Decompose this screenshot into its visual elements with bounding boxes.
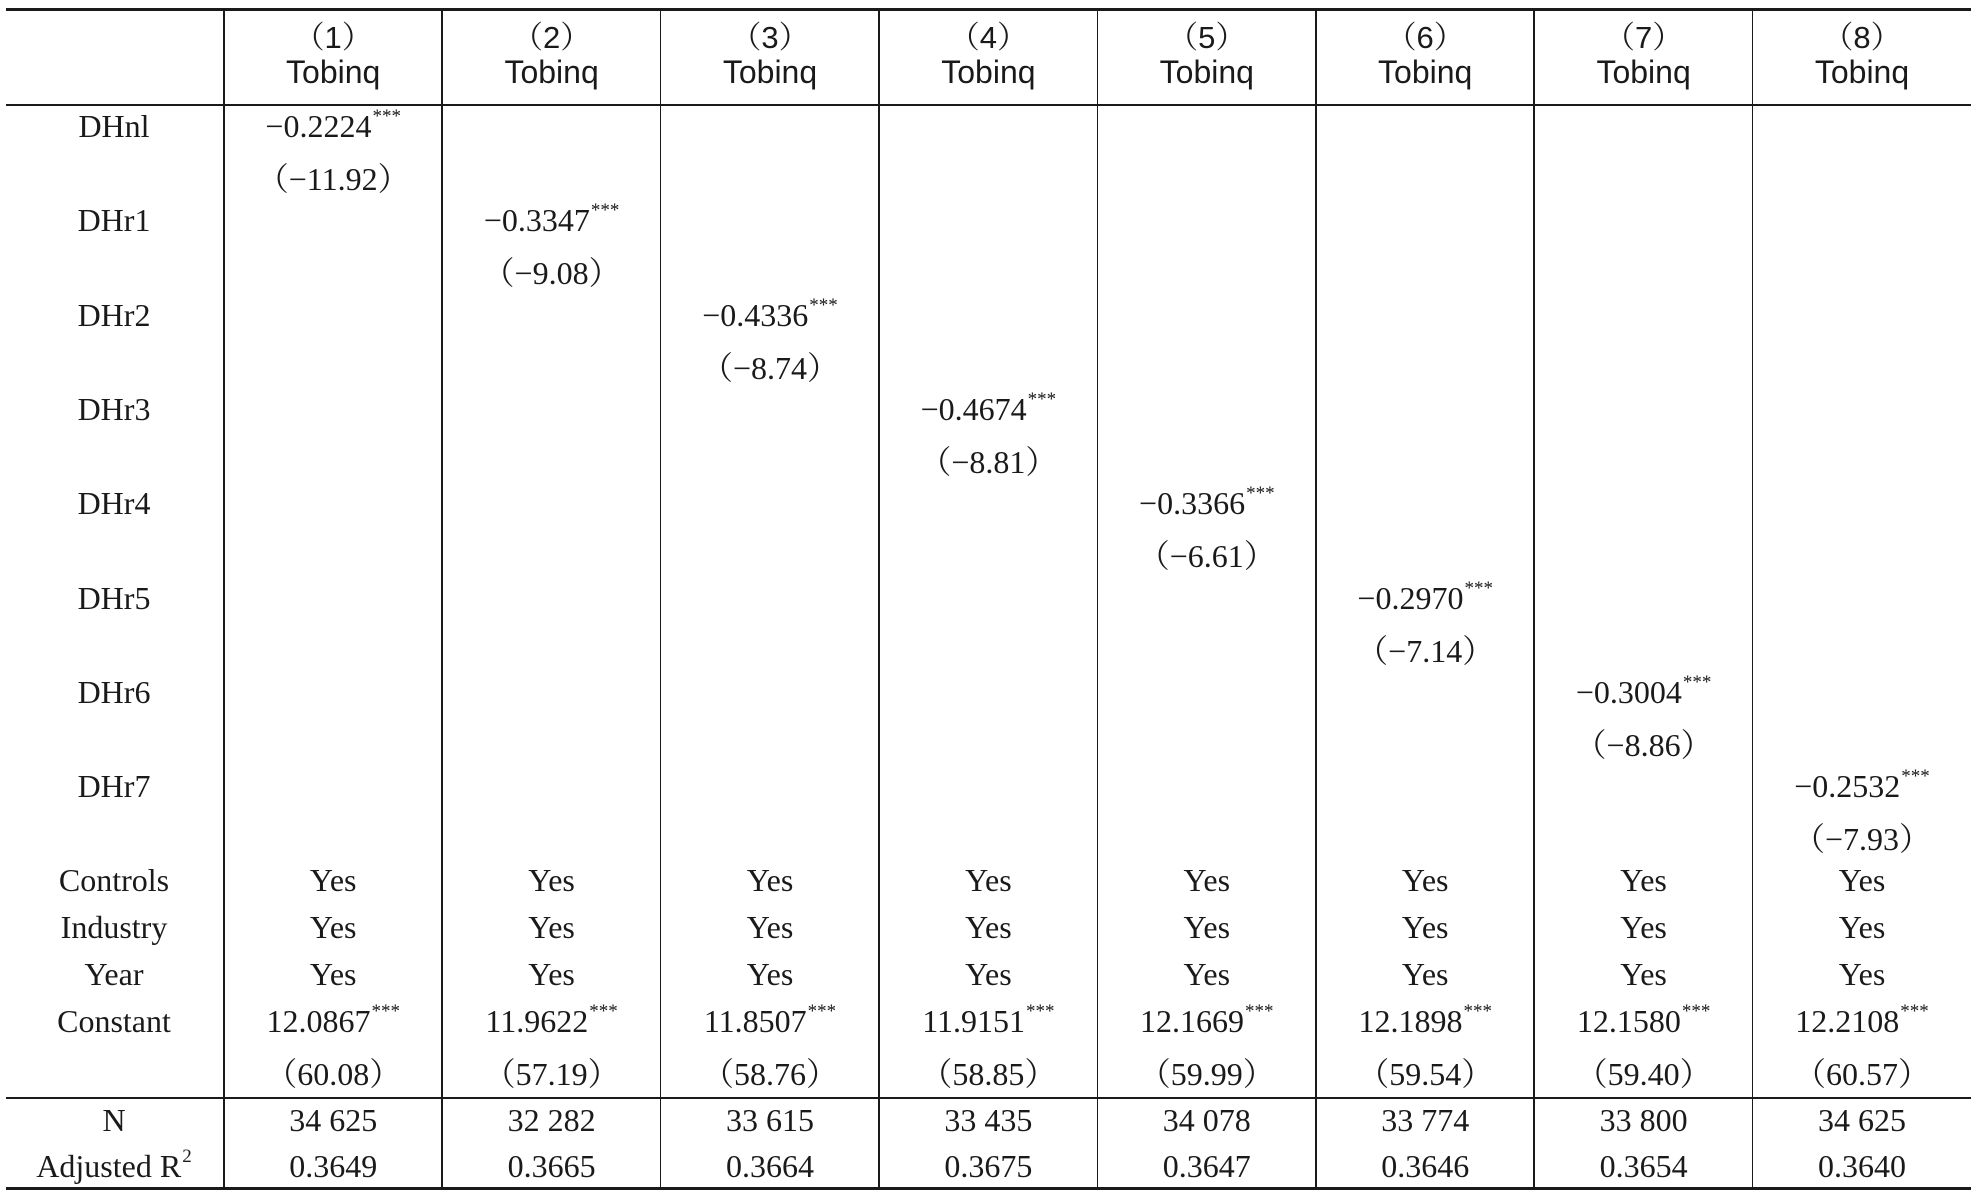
- dependent-variable: Tobinq: [722, 54, 818, 90]
- coefficient: [1753, 768, 1971, 805]
- dependent-variable: Tobinq: [1159, 54, 1254, 90]
- control-indicator: Yes: [1838, 909, 1886, 945]
- control-indicator: Yes: [965, 909, 1012, 945]
- coefficient-value: −0.3347: [483, 202, 590, 239]
- coefficient-value: 11.9151: [922, 1003, 1026, 1039]
- coefficient-value: 12.1898: [1358, 1003, 1463, 1039]
- constant-coefficient: [1316, 1003, 1534, 1040]
- adjusted-r2: 0.3646: [1381, 1148, 1470, 1184]
- row-label: DHr3: [77, 390, 151, 427]
- constant-coefficient: [879, 1003, 1097, 1040]
- column-number: （4）: [948, 20, 1028, 55]
- adjusted-r2: 0.3649: [289, 1148, 378, 1184]
- constant-coefficient: [661, 1003, 879, 1040]
- significance-stars: ***: [1900, 1001, 1929, 1022]
- coefficient-value: 12.0867: [266, 1003, 371, 1039]
- control-indicator: Yes: [1401, 862, 1449, 898]
- control-indicator: Yes: [1620, 956, 1667, 992]
- significance-stars: ***: [371, 1001, 400, 1022]
- row-label: Controls: [58, 862, 170, 898]
- t-statistic: （58.76）: [701, 1056, 838, 1092]
- significance-stars: ***: [1245, 1001, 1274, 1022]
- stats-rule: [6, 1097, 1971, 1099]
- control-indicator: Yes: [1401, 909, 1449, 945]
- row-label: DHr1: [77, 202, 151, 239]
- coefficient: [661, 294, 879, 334]
- dependent-variable: Tobinq: [1814, 54, 1910, 90]
- coefficient-value: −0.4336: [702, 296, 809, 333]
- control-indicator: Yes: [746, 909, 794, 945]
- coefficient-value: −0.3004: [1575, 673, 1682, 710]
- constant-coefficient: [1098, 1003, 1316, 1040]
- t-statistic: （−8.74）: [700, 349, 840, 386]
- r2-label-text: Adjusted R: [36, 1148, 182, 1184]
- r2-superscript: 2: [182, 1146, 192, 1167]
- control-indicator: Yes: [1620, 862, 1667, 898]
- row-label: [6, 1148, 222, 1185]
- coefficient-value: −0.2224: [265, 108, 372, 144]
- column-number: （2）: [511, 20, 592, 55]
- significance-stars: ***: [1246, 483, 1275, 505]
- coefficient: [879, 388, 1097, 428]
- t-statistic: （−8.81）: [919, 443, 1058, 480]
- row-label: Year: [84, 956, 144, 992]
- control-indicator: Yes: [1183, 862, 1231, 898]
- significance-stars: ***: [1464, 577, 1493, 599]
- dependent-variable: Tobinq: [504, 54, 599, 90]
- column-number: （1）: [293, 20, 373, 55]
- control-indicator: Yes: [746, 862, 794, 898]
- t-statistic: （57.19）: [483, 1056, 620, 1092]
- row-label: DHr6: [77, 673, 151, 710]
- control-indicator: Yes: [1183, 909, 1231, 945]
- coefficient: [442, 202, 660, 239]
- row-label: N: [102, 1102, 126, 1138]
- row-label: Constant: [57, 1003, 171, 1039]
- column-number: （5）: [1167, 20, 1247, 55]
- significance-stars: ***: [809, 294, 838, 316]
- row-label: DHr7: [77, 768, 151, 805]
- significance-stars: ***: [589, 1001, 618, 1022]
- t-statistic: （59.54）: [1357, 1056, 1494, 1092]
- t-statistic: （−6.61）: [1137, 538, 1276, 575]
- control-indicator: Yes: [965, 862, 1012, 898]
- coefficient-value: 12.2108: [1795, 1003, 1900, 1039]
- column-number: （8）: [1822, 20, 1902, 55]
- dependent-variable: Tobinq: [1378, 54, 1473, 90]
- coefficient-value: −0.3366: [1139, 485, 1246, 522]
- coefficient: [1534, 671, 1752, 711]
- coefficient-value: −0.2532: [1794, 768, 1901, 805]
- adjusted-r2: 0.3664: [725, 1148, 814, 1184]
- observation-count: 34 625: [1817, 1102, 1906, 1138]
- coefficient-value: −0.4674: [920, 390, 1027, 427]
- significance-stars: ***: [1901, 766, 1930, 788]
- t-statistic: （60.08）: [265, 1056, 402, 1092]
- control-indicator: Yes: [1620, 909, 1667, 945]
- coefficient-value: −0.2970: [1357, 579, 1464, 616]
- constant-coefficient: [442, 1003, 660, 1040]
- column-number: （7）: [1603, 20, 1684, 55]
- control-indicator: Yes: [746, 956, 794, 992]
- control-indicator: Yes: [528, 956, 575, 992]
- significance-stars: ***: [1463, 1001, 1492, 1022]
- observation-count: 33 774: [1381, 1102, 1470, 1138]
- control-indicator: Yes: [1183, 956, 1231, 992]
- t-statistic: （60.57）: [1793, 1056, 1930, 1092]
- header-rule: [6, 104, 1971, 106]
- row-label: DHr2: [77, 296, 151, 333]
- control-indicator: Yes: [1401, 956, 1449, 992]
- row-label: DHr5: [77, 579, 151, 616]
- control-indicator: Yes: [1838, 862, 1886, 898]
- t-statistic: （−9.08）: [482, 255, 621, 292]
- row-label: Industry: [60, 909, 168, 945]
- dependent-variable: Tobinq: [941, 54, 1036, 90]
- observation-count: 33 800: [1599, 1102, 1688, 1138]
- adjusted-r2: 0.3654: [1599, 1148, 1688, 1184]
- significance-stars: ***: [1682, 671, 1712, 693]
- top-rule: [6, 8, 1971, 11]
- t-statistic: （−7.14）: [1356, 632, 1495, 669]
- observation-count: 33 615: [725, 1102, 814, 1138]
- column-number: （6）: [1385, 20, 1465, 55]
- constant-coefficient: [1753, 1003, 1971, 1040]
- t-statistic: （−7.93）: [1792, 821, 1932, 858]
- coefficient-value: 12.1580: [1576, 1003, 1681, 1039]
- dependent-variable: Tobinq: [1596, 54, 1691, 90]
- control-indicator: Yes: [309, 956, 357, 992]
- row-label: DHnl: [78, 108, 150, 144]
- observation-count: 34 078: [1162, 1102, 1251, 1138]
- coefficient: [224, 108, 442, 145]
- adjusted-r2: 0.3647: [1162, 1148, 1251, 1184]
- coefficient-value: 12.1669: [1140, 1003, 1245, 1039]
- coefficient-value: 11.9622: [485, 1003, 589, 1039]
- adjusted-r2: 0.3675: [944, 1148, 1033, 1184]
- t-statistic: （−11.92）: [256, 161, 410, 197]
- adjusted-r2: 0.3665: [507, 1148, 596, 1184]
- significance-stars: ***: [1681, 1001, 1711, 1022]
- coefficient-value: 11.8507: [703, 1003, 807, 1039]
- control-indicator: Yes: [1838, 956, 1886, 992]
- t-statistic: （−8.86）: [1574, 726, 1713, 763]
- significance-stars: ***: [1026, 1001, 1055, 1022]
- t-statistic: （59.99）: [1138, 1056, 1275, 1092]
- significance-stars: ***: [372, 106, 401, 127]
- adjusted-r2: 0.3640: [1817, 1148, 1906, 1184]
- control-indicator: Yes: [309, 862, 357, 898]
- significance-stars: ***: [807, 1001, 837, 1022]
- control-indicator: Yes: [528, 862, 575, 898]
- observation-count: 33 435: [944, 1102, 1033, 1138]
- coefficient: [1098, 485, 1316, 522]
- dependent-variable: Tobinq: [286, 54, 381, 90]
- significance-stars: ***: [1027, 388, 1057, 410]
- coefficient: [1316, 577, 1534, 617]
- observation-count: 34 625: [289, 1102, 378, 1138]
- constant-coefficient: [224, 1003, 442, 1040]
- t-statistic: （58.85）: [920, 1056, 1057, 1092]
- constant-coefficient: [1534, 1003, 1752, 1040]
- observation-count: 32 282: [507, 1102, 596, 1138]
- control-indicator: Yes: [309, 909, 357, 945]
- column-number: （3）: [730, 20, 810, 55]
- row-label: DHr4: [77, 485, 151, 522]
- significance-stars: ***: [590, 200, 620, 222]
- t-statistic: （59.40）: [1575, 1056, 1712, 1092]
- control-indicator: Yes: [528, 909, 575, 945]
- control-indicator: Yes: [965, 956, 1012, 992]
- bottom-rule: [6, 1187, 1971, 1190]
